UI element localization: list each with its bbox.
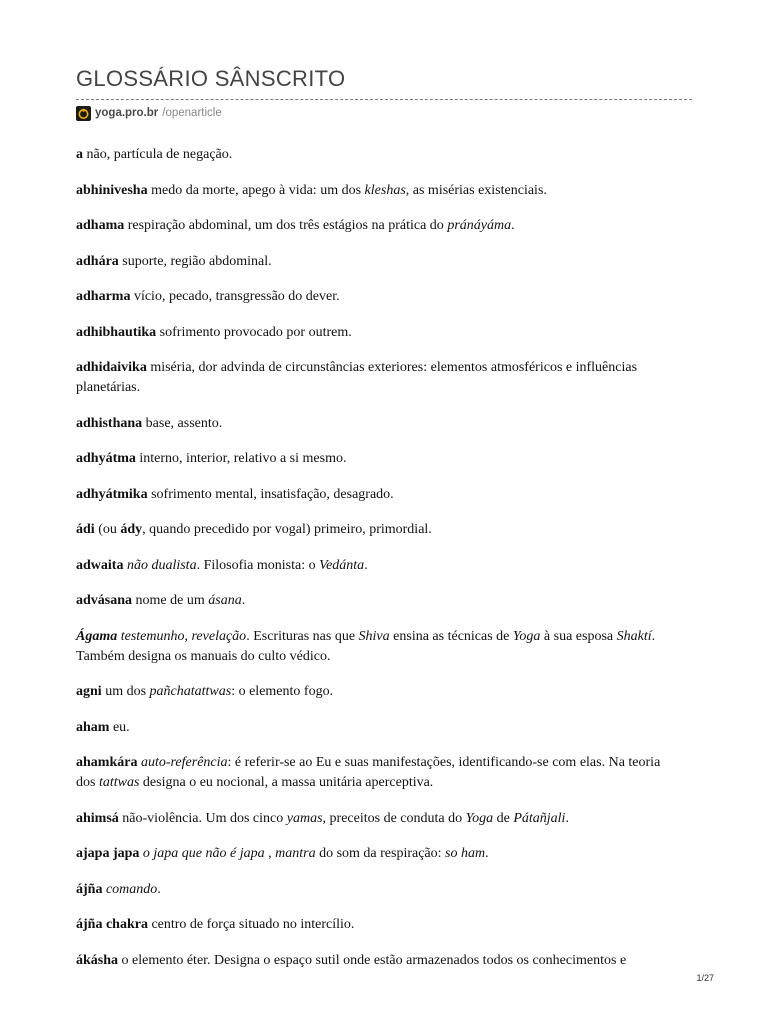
entry-text: um dos: [101, 684, 150, 699]
entry-term: ájña chakra: [76, 917, 148, 932]
entry-text: eu.: [109, 719, 130, 735]
entry-text: , as misérias existenciais.: [405, 182, 547, 198]
entry-text: .: [565, 810, 569, 826]
entry-term: adhyátma: [76, 451, 136, 466]
entry-text: : o elemento fogo.: [231, 684, 334, 699]
entry-emphasis: não dualista: [126, 557, 197, 573]
glossary-entry: [76, 844, 676, 864]
entry-text: não, partícula de negação.: [83, 147, 233, 162]
entry-emphasis: Yoga: [512, 628, 541, 644]
entry-term: adwaita: [76, 557, 124, 573]
entry-text: de: [493, 810, 514, 826]
entry-term: adhidaivika: [76, 360, 147, 375]
glossary-entry: [76, 216, 676, 236]
entry-text: ,: [264, 846, 276, 861]
entry-term: advásana: [76, 593, 133, 608]
entry-term: ády: [120, 522, 143, 537]
glossary-entry: [76, 181, 676, 201]
entry-term: ádi: [76, 522, 95, 537]
entry-text: .: [364, 557, 368, 573]
entry-text: do som da respiração:: [315, 846, 446, 861]
entry-term: ahimsá: [76, 810, 119, 826]
glossary-entry: [76, 591, 676, 611]
entry-emphasis: so ham: [445, 846, 486, 861]
entry-emphasis: mantra: [275, 846, 316, 861]
entry-emphasis: ásana: [208, 593, 242, 608]
entry-text: . Filosofia monista: o: [196, 557, 320, 573]
entry-text: suporte, região abdominal.: [118, 253, 272, 269]
glossary-entry: [76, 252, 676, 272]
glossary-entry: [76, 915, 676, 935]
entry-term: ájña: [76, 881, 103, 897]
entry-emphasis: o japa que não é japa: [142, 846, 265, 861]
entry-emphasis: yamas: [286, 810, 323, 826]
source-link[interactable]: yoga.pro.br: [95, 107, 159, 119]
entry-term: adhára: [76, 253, 119, 269]
entry-text: respiração abdominal, um dos três estágios na prática do: [124, 218, 448, 233]
entry-term-wrapper: [76, 629, 117, 644]
entry-term: adhyátmika: [76, 486, 148, 502]
entry-text: , preceitos de conduta do: [322, 810, 466, 826]
entry-text: centro de força situado no intercílio.: [147, 917, 355, 932]
glossary-entry: [76, 287, 676, 307]
entry-text: .: [485, 846, 489, 861]
glossary-entry: [76, 809, 676, 829]
entry-text: vício, pecado, transgressão do dever.: [130, 289, 340, 304]
entry-term: adhibhautika: [76, 324, 157, 340]
page-number: 1/27: [696, 973, 714, 983]
entry-term: ákásha: [76, 952, 119, 968]
entry-text: nome de um: [132, 593, 209, 608]
entry-emphasis: auto-referência: [140, 755, 228, 770]
entry-emphasis: testemunho, revelação: [120, 628, 247, 644]
glossary-entry: [76, 323, 676, 343]
entry-emphasis: pránáyáma: [447, 218, 512, 233]
entry-term: Ágama: [76, 628, 118, 644]
glossary-entry: [76, 753, 676, 793]
entry-emphasis: Shaktí: [616, 628, 652, 644]
glossary-entry: [76, 718, 676, 738]
entry-text: . Escrituras nas que: [246, 628, 359, 644]
entry-text: .: [241, 593, 246, 608]
entry-text: medo da morte, apego à vida: um dos: [147, 182, 365, 198]
entry-text: , quando precedido por vogal) primeiro, primordial.: [142, 522, 432, 537]
entry-text: ensina as técnicas de: [389, 628, 513, 644]
entry-text: à sua esposa: [540, 628, 617, 644]
entry-text: .: [511, 218, 515, 233]
entry-text: o elemento éter. Designa o espaço sutil onde estão armazenados todos os conhecimentos e: [118, 952, 627, 968]
source-path: /openarticle: [162, 107, 222, 119]
glossary-entry: [76, 449, 676, 469]
entry-emphasis: Yoga: [465, 810, 494, 826]
entry-emphasis: tattwas: [98, 775, 140, 790]
entry-text: interno, interior, relativo a si mesmo.: [135, 451, 347, 466]
glossary-entry: [76, 520, 676, 540]
glossary-entry: [76, 556, 676, 576]
entry-term: abhinivesha: [76, 182, 148, 198]
glossary-entry: [76, 145, 676, 165]
entry-term: ajapa japa: [76, 846, 140, 861]
entry-text: (ou: [94, 522, 121, 537]
entry-text: não-violência. Um dos cinco: [118, 810, 287, 826]
glossary-entry: [76, 951, 676, 971]
entry-term: a: [76, 147, 83, 162]
entry-term: ahamkára: [76, 755, 138, 770]
page-title: GLOSSÁRIO SÂNSCRITO: [76, 66, 346, 91]
entry-term: adharma: [76, 289, 131, 304]
entry-text: : é referir-se ao Eu e suas manifestações, identificando-se com elas. Na teoria dos: [76, 755, 661, 790]
entry-emphasis: Pátañjali: [513, 810, 566, 826]
entry-text: designa o eu nocional, a massa unitária aperceptiva.: [139, 775, 434, 790]
entry-text: miséria, dor advinda de circunstâncias exteriores: elementos atmosféricos e influências planetárias.: [76, 360, 638, 395]
glossary-entry: [76, 682, 676, 702]
source-attribution: [76, 105, 222, 121]
entry-text: . Também designa os manuais do culto védico.: [76, 628, 656, 664]
entry-text: sofrimento mental, insatisfação, desagrado.: [147, 486, 394, 502]
entry-term: adhisthana: [76, 415, 143, 431]
entry-text: base, assento.: [142, 415, 223, 431]
glossary-entry: [76, 358, 676, 398]
entry-emphasis: kleshas: [364, 182, 406, 198]
dashed-divider: [76, 99, 692, 100]
entry-text: .: [157, 881, 161, 897]
entry-term: agni: [76, 684, 102, 699]
entry-emphasis: Shiva: [358, 628, 390, 644]
entry-term: adhama: [76, 218, 125, 233]
entry-term: aham: [76, 719, 110, 735]
entry-emphasis: pañchatattwas: [149, 684, 232, 699]
glossary-entry: [76, 414, 676, 434]
glossary-list: [76, 145, 676, 986]
glossary-entry: [76, 880, 676, 900]
entry-emphasis: comando: [105, 881, 158, 897]
entry-emphasis: Vedánta: [319, 557, 365, 573]
yoga-pro-logo-icon: [76, 106, 91, 121]
entry-text: sofrimento provocado por outrem.: [156, 324, 352, 340]
glossary-entry: [76, 627, 676, 667]
glossary-entry: [76, 485, 676, 505]
